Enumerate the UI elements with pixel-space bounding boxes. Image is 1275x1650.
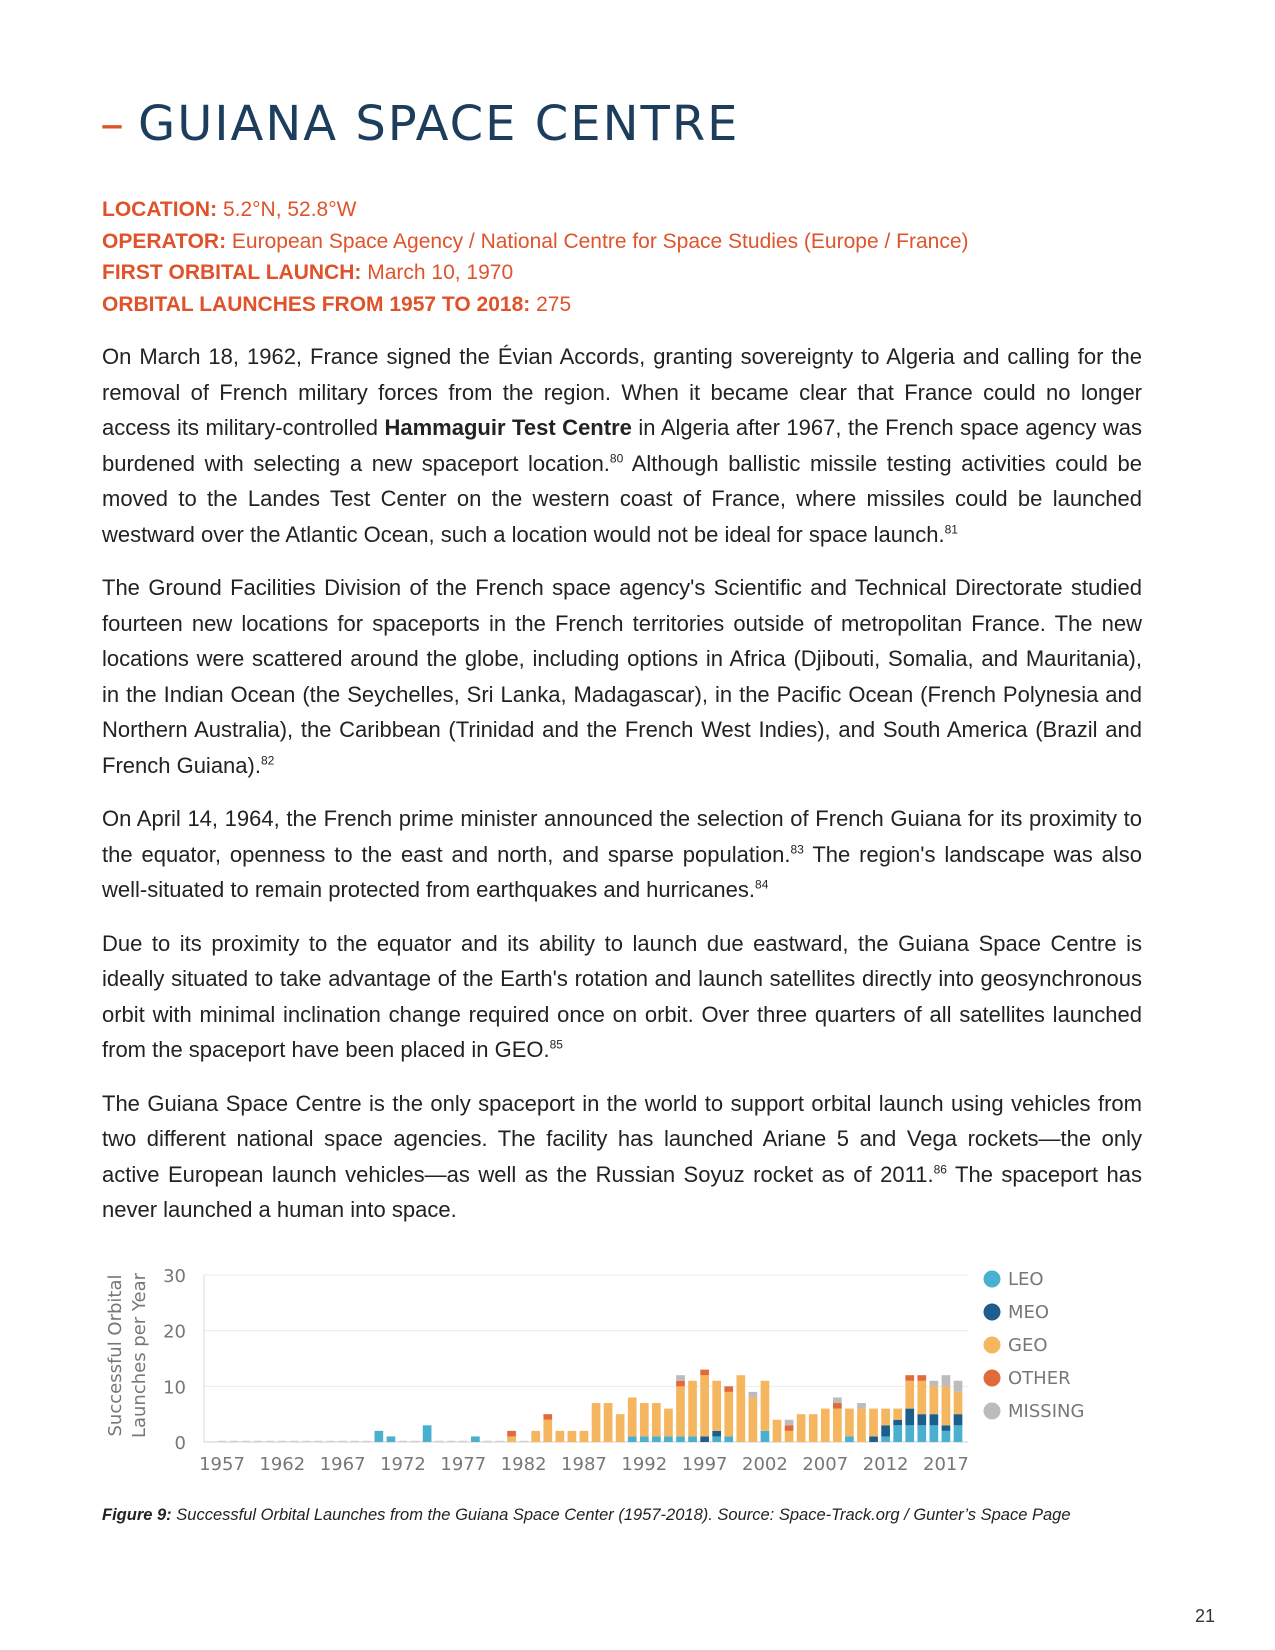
bar-segment-geo (749, 1397, 758, 1442)
bar-segment-leo (724, 1436, 733, 1442)
footnote-ref[interactable]: 81 (944, 522, 958, 537)
bar-segment-geo (628, 1397, 637, 1436)
bar-segment-leo (712, 1436, 721, 1442)
fact-label: LOCATION: (102, 198, 218, 221)
title-dash: – (100, 96, 126, 152)
fact-list (102, 194, 969, 320)
bar-segment-other (905, 1375, 914, 1381)
bar-segment-leo (905, 1425, 914, 1442)
bar-segment-missing (857, 1403, 866, 1409)
bar-segment-meo (712, 1431, 721, 1437)
y-axis-title-line2: Launches per Year (129, 1272, 150, 1439)
footnote-ref[interactable]: 86 (933, 1162, 947, 1177)
bar-segment-missing (930, 1381, 939, 1387)
bar-segment-geo (797, 1414, 806, 1442)
x-tick-label: 1992 (621, 1454, 668, 1475)
bar-segment-geo (761, 1381, 770, 1431)
legend-label: LEO (1008, 1269, 1044, 1290)
bar-segment-other (785, 1425, 794, 1431)
bar-segment-other (833, 1403, 842, 1409)
launches-chart (100, 1255, 1180, 1485)
y-tick-label: 30 (163, 1266, 186, 1287)
bar-segment-geo (833, 1409, 842, 1442)
bar-segment-missing (833, 1397, 842, 1403)
legend-label: MISSING (1008, 1401, 1085, 1422)
bar-segment-leo (676, 1436, 685, 1442)
bold-term: Hammaguir Test Centre (384, 415, 632, 440)
bar-segment-geo (604, 1403, 613, 1442)
bar-segment-geo (507, 1436, 516, 1442)
legend-swatch-meo (984, 1304, 1001, 1321)
fact-launch-count (102, 289, 969, 321)
bar-segment-leo (845, 1436, 854, 1442)
x-tick-label: 2017 (923, 1454, 969, 1475)
bar-segment-leo (375, 1431, 384, 1442)
footnote-ref[interactable]: 83 (790, 842, 804, 857)
bar-segment-geo (580, 1431, 589, 1442)
bar-segment-geo (857, 1409, 866, 1442)
bar-segment-geo (917, 1381, 926, 1414)
bar-segment-meo (905, 1409, 914, 1426)
bar-segment-missing (785, 1420, 794, 1426)
bar-segment-leo (640, 1436, 649, 1442)
text-run: Although ballistic missile testing activities could be moved to the Landes Test Center on the western coast of France, where missiles could be launched westward over the Atlantic Ocean, such a location would not be ideal for space launch. (102, 450, 1142, 547)
legend-swatch-leo (984, 1271, 1001, 1288)
bar-segment-other (700, 1370, 709, 1376)
bar-segment-geo (531, 1431, 540, 1442)
fact-first-launch (102, 257, 969, 289)
bar-segment-missing (749, 1392, 758, 1398)
y-tick-label: 10 (163, 1377, 186, 1399)
text-run: The region's landscape was also well-situated to remain protected from earthquakes and hurricanes. (102, 841, 1142, 902)
bar-segment-geo (930, 1386, 939, 1414)
fact-value: 275 (536, 292, 572, 316)
text-run: Due to its proximity to the equator and its ability to launch due eastward, the Guiana Space Centre is ideally situated to take advantage of the Earth's rotation and launch satellites directly into geosynchronous orbit with minimal inclination change required once on orbit. Over three quarters of all satellites launched from the spaceport have been placed in GEO. (102, 930, 1142, 1062)
paragraph-5 (102, 1086, 1142, 1228)
fact-label: OPERATOR: (102, 229, 227, 253)
bar-segment-geo (676, 1386, 685, 1436)
x-tick-label: 1962 (259, 1454, 306, 1475)
text-run: On April 14, 1964, the French prime minister announced the selection of French Guiana for its proximity to the equator, openness to the east and north, and sparse population. (102, 806, 1142, 867)
bar-segment-geo (664, 1409, 673, 1437)
bar-segment-meo (700, 1436, 709, 1442)
bar-segment-geo (568, 1431, 577, 1442)
bar-segment-geo (821, 1409, 830, 1442)
paragraph-1 (102, 339, 1142, 552)
footnote-ref[interactable]: 85 (549, 1037, 563, 1052)
bar-segment-meo (942, 1425, 951, 1431)
bar-segment-geo (893, 1409, 902, 1420)
x-tick-label: 1967 (319, 1454, 366, 1475)
bar-segment-geo (785, 1431, 794, 1442)
legend-label: MEO (1008, 1302, 1050, 1323)
x-tick-label: 1997 (681, 1454, 728, 1475)
bar-segment-leo (893, 1425, 902, 1442)
legend-swatch-other (984, 1370, 1001, 1387)
x-tick-label: 2002 (742, 1454, 788, 1475)
bar-segment-geo (773, 1420, 782, 1442)
y-tick-label: 0 (174, 1433, 186, 1454)
bar-segment-geo (652, 1403, 661, 1436)
bar-segment-other (507, 1431, 516, 1437)
bar-segment-meo (930, 1414, 939, 1425)
x-tick-label: 1982 (500, 1454, 547, 1475)
bar-segment-leo (930, 1425, 939, 1442)
x-tick-label: 2007 (802, 1454, 849, 1475)
bar-segment-leo (917, 1425, 926, 1442)
bar-segment-leo (688, 1436, 697, 1442)
page-number: 21 (1195, 1606, 1216, 1626)
text-run: The Ground Facilities Division of the French space agency's Scientific and Technical Directorate studied fourteen new locations for spaceports in the French territories outside of metropolitan France. The new locations were scattered around the globe, including options in Africa (Djibouti, Somalia, and Mauritania), in the Indian Ocean (the Seychelles, Sri Lanka, Madagascar), in the Pacific Ocean (French Polynesia and Northern Australia), the Caribbean (Trinidad and the French West Indies), and South America (Brazil and French Guiana). (102, 575, 1142, 778)
bar-segment-geo (555, 1431, 564, 1442)
x-tick-label: 1957 (199, 1454, 245, 1475)
caption-label: Figure 9: (102, 1506, 172, 1524)
bar-segment-geo (845, 1409, 854, 1437)
bar-segment-geo (712, 1381, 721, 1431)
bar-segment-leo (423, 1425, 432, 1442)
bar-segment-meo (893, 1420, 902, 1426)
bar-segment-meo (881, 1425, 890, 1436)
footnote-ref[interactable]: 82 (260, 753, 275, 768)
fact-label: ORBITAL LAUNCHES FROM 1957 TO 2018: (102, 292, 531, 316)
title-text: GUIANA SPACE CENTRE (138, 96, 740, 152)
bar-segment-leo (628, 1436, 637, 1442)
bar-segment-other (917, 1375, 926, 1381)
bar-segment-missing (676, 1375, 685, 1381)
bar-segment-geo (688, 1381, 697, 1437)
bar-segment-geo (700, 1375, 709, 1436)
bar-segment-meo (917, 1414, 926, 1425)
y-axis-title-line1: Successful Orbital (105, 1274, 126, 1437)
x-tick-label: 1972 (380, 1454, 426, 1475)
fact-value: March 10, 1970 (367, 261, 514, 284)
x-tick-label: 1977 (440, 1454, 487, 1475)
bar-segment-geo (905, 1381, 914, 1409)
y-tick-label: 20 (163, 1321, 186, 1343)
bar-segment-geo (869, 1409, 878, 1437)
footnote-ref[interactable]: 80 (609, 451, 624, 466)
bar-segment-geo (942, 1386, 951, 1425)
x-tick-label: 1987 (561, 1454, 607, 1475)
bar-segment-geo (616, 1414, 625, 1442)
bar-segment-leo (471, 1436, 480, 1442)
bar-segment-other (543, 1414, 552, 1420)
bar-segment-geo (736, 1375, 745, 1442)
article-body (102, 339, 1142, 1246)
bar-segment-geo (809, 1414, 818, 1442)
bar-segment-leo (942, 1431, 951, 1442)
bar-segment-geo (592, 1403, 601, 1442)
text-run: in Algeria after 1967, the French space agency was burdened with selecting a new spaceport location. (102, 415, 1143, 476)
bar-segment-geo (954, 1392, 963, 1414)
paragraph-2 (102, 570, 1142, 783)
fact-location (102, 194, 969, 226)
bar-segment-other (676, 1381, 685, 1387)
legend-swatch-geo (984, 1337, 1001, 1354)
fact-operator (102, 226, 969, 258)
bar-segment-leo (954, 1425, 963, 1442)
legend-label: OTHER (1008, 1368, 1071, 1389)
bar-segment-meo (954, 1414, 963, 1425)
bar-segment-geo (640, 1403, 649, 1436)
bar-segment-leo (652, 1436, 661, 1442)
bar-segment-missing (954, 1381, 963, 1392)
legend-label: GEO (1008, 1335, 1048, 1356)
text-run: On March 18, 1962, France signed the Évian Accords, granting sovereignty to Algeria and calling for the removal of French military forces from the region. When it became clear that France could no longer access its military-controlled (102, 344, 1142, 440)
text-run: The Guiana Space Centre is the only spaceport in the world to support orbital launch using vehicles from two different national space agencies. The facility has launched Ariane 5 and Vega rockets—the only active European launch vehicles—as well as the Russian Soyuz rocket as of 2011. (102, 1090, 1142, 1187)
bar-segment-leo (761, 1431, 770, 1442)
bar-segment-geo (881, 1409, 890, 1426)
bar-segment-other (724, 1386, 733, 1392)
legend-swatch-missing (984, 1403, 1001, 1420)
fact-value: European Space Agency / National Centre for Space Studies (Europe / France) (231, 229, 969, 253)
footnote-ref[interactable]: 84 (755, 877, 769, 892)
bar-segment-geo (724, 1392, 733, 1437)
fact-value: 5.2°N, 52.8°W (222, 198, 357, 221)
bar-segment-missing (942, 1375, 951, 1386)
figure-caption (102, 1506, 1071, 1525)
x-tick-label: 2012 (862, 1454, 909, 1475)
bar-segment-leo (664, 1436, 673, 1442)
paragraph-4 (102, 926, 1142, 1068)
caption-text: Successful Orbital Launches from the Guiana Space Center (1957-2018). Source: Space-Track.org / Gunter’s Space Page (171, 1506, 1071, 1524)
paragraph-3 (102, 801, 1142, 908)
text-run: The spaceport has never launched a human into space. (102, 1161, 1142, 1222)
bar-segment-geo (543, 1420, 552, 1442)
bar-segment-leo (881, 1436, 890, 1442)
bar-segment-leo (387, 1436, 396, 1442)
fact-label: FIRST ORBITAL LAUNCH: (102, 261, 362, 284)
page-title (100, 96, 740, 152)
bar-segment-meo (869, 1436, 878, 1442)
